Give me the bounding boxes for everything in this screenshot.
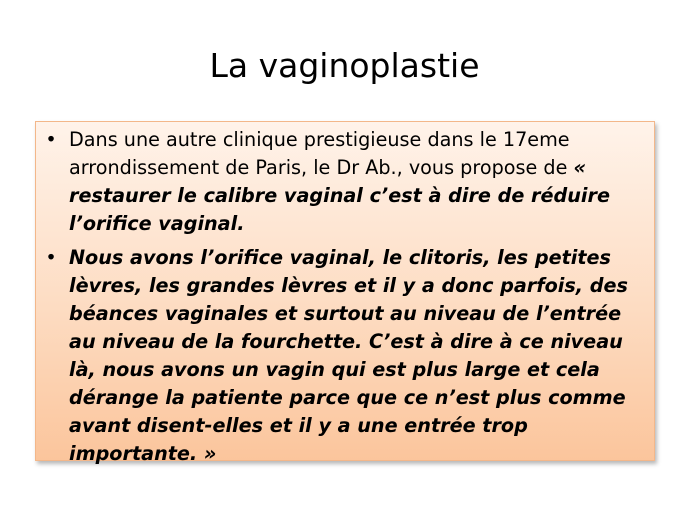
bullet-emphasis-text: Nous avons l’orifice vaginal, le clitoris, les petites lèvres, les grandes lèvres et il y a donc parfois, des béances vaginales et surtout au niveau de l’entrée au niveau de la fourchette. C’est à dire à ce niveau là, nous avons un vagin qui est plus large et cela dérange la patiente parce que ce n’est plus comme avant disent-elles et il y a une entrée trop importante. » [69, 246, 628, 465]
bullet-item [36, 126, 656, 238]
content-box [35, 121, 655, 465]
slide-title: La vaginoplastie [209, 46, 480, 85]
bullet-text: Dans une autre clinique prestigieuse dans le 17eme arrondissement de Paris, le Dr Ab., vous propose de [69, 128, 574, 179]
bullet-item [36, 244, 656, 468]
bullet-dot-icon: • [45, 128, 57, 151]
bullet-dot-icon: • [45, 246, 57, 269]
bullet-list [36, 126, 656, 474]
bullet-emphasis-text: « restaurer le calibre vaginal c’est à dire de réduire l’orifice vaginal. [69, 156, 610, 235]
